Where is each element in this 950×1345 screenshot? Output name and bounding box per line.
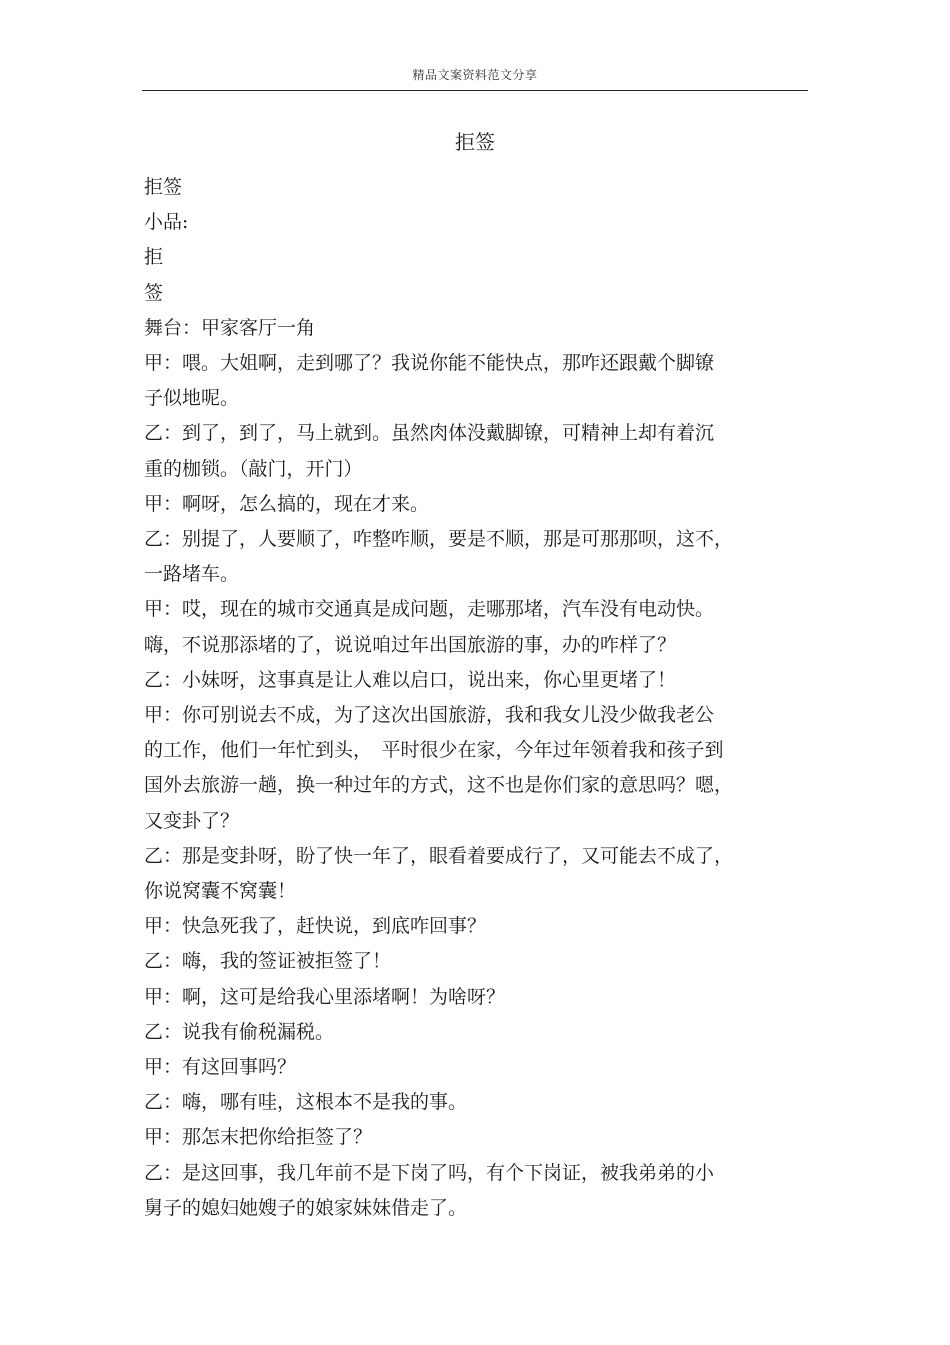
text-line: 乙：别提了，人要顺了，咋整咋顺，要是不顺，那是可那那呗，这不，: [144, 528, 734, 551]
text-line: 乙：嗨，我的签证被拒签了！: [144, 950, 392, 973]
text-line: 签: [144, 281, 164, 304]
text-line: 你说窝囊不窝囊！: [144, 880, 297, 903]
text-line: 乙：嗨，哪有哇，这根本不是我的事。: [144, 1091, 468, 1114]
text-line: 子似地呢。: [144, 387, 240, 410]
text-line: 乙：是这回事，我几年前不是下岗了吗，有个下岗证，被我弟弟的小: [144, 1161, 715, 1184]
text-line: 甲：喂。大姐啊，走到哪了？我说你能不能快点，那咋还跟戴个脚镣: [144, 352, 715, 375]
text-line: 甲：啊呀，怎么搞的，现在才来。: [144, 492, 430, 515]
text-line: 甲：哎，现在的城市交通真是成问题，走哪那堵，汽车没有电动快。: [144, 598, 715, 621]
text-line: 舞台：甲家客厅一角: [144, 316, 316, 339]
text-line: 甲：你可别说去不成，为了这次出国旅游，我和我女儿没少做我老公: [144, 704, 715, 727]
text-line: 重的枷锁。（敲门，开门）: [144, 457, 363, 480]
text-line: 拒: [144, 246, 164, 269]
text-line: 小品:: [144, 211, 189, 234]
text-line: 甲：快急死我了，赶快说，到底咋回事？: [144, 915, 487, 938]
document-title: 拒签: [455, 130, 495, 154]
document-body: [144, 170, 794, 1226]
text-line: 乙：小妹呀，这事真是让人难以启口，说出来，你心里更堵了！: [144, 668, 677, 691]
text-line: 一路堵车。: [144, 563, 240, 586]
text-line: 乙：那是变卦呀，盼了快一年了，眼看着要成行了，又可能去不成了，: [144, 844, 734, 867]
text-line: 甲：啊，这可是给我心里添堵啊！为啥呀？: [144, 985, 506, 1008]
text-line: 乙：说我有偷税漏税。: [144, 1020, 335, 1043]
page-header-text: 精品文案资料范文分享: [412, 68, 538, 82]
text-line: 拒签: [144, 176, 183, 198]
text-line: 嗨，不说那添堵的了，说说咱过年出国旅游的事，办的咋样了？: [144, 633, 677, 656]
text-line: 舅子的媳妇她嫂子的娘家妹妹借走了。: [144, 1196, 468, 1219]
text-line: 甲：那怎末把你给拒签了？: [144, 1126, 373, 1149]
text-line: 又变卦了？: [144, 809, 240, 832]
text-line: 国外去旅游一趟，换一种过年的方式，这不也是你们家的意思吗？嗯，: [144, 774, 734, 797]
header-divider: [142, 90, 808, 91]
text-line: 甲：有这回事吗？: [144, 1056, 297, 1079]
text-line: 的工作，他们一年忙到头， 平时很少在家，今年过年领着我和孩子到: [144, 739, 724, 762]
text-line: 乙：到了，到了，马上就到。虽然肉体没戴脚镣，可精神上却有着沉: [144, 422, 715, 445]
